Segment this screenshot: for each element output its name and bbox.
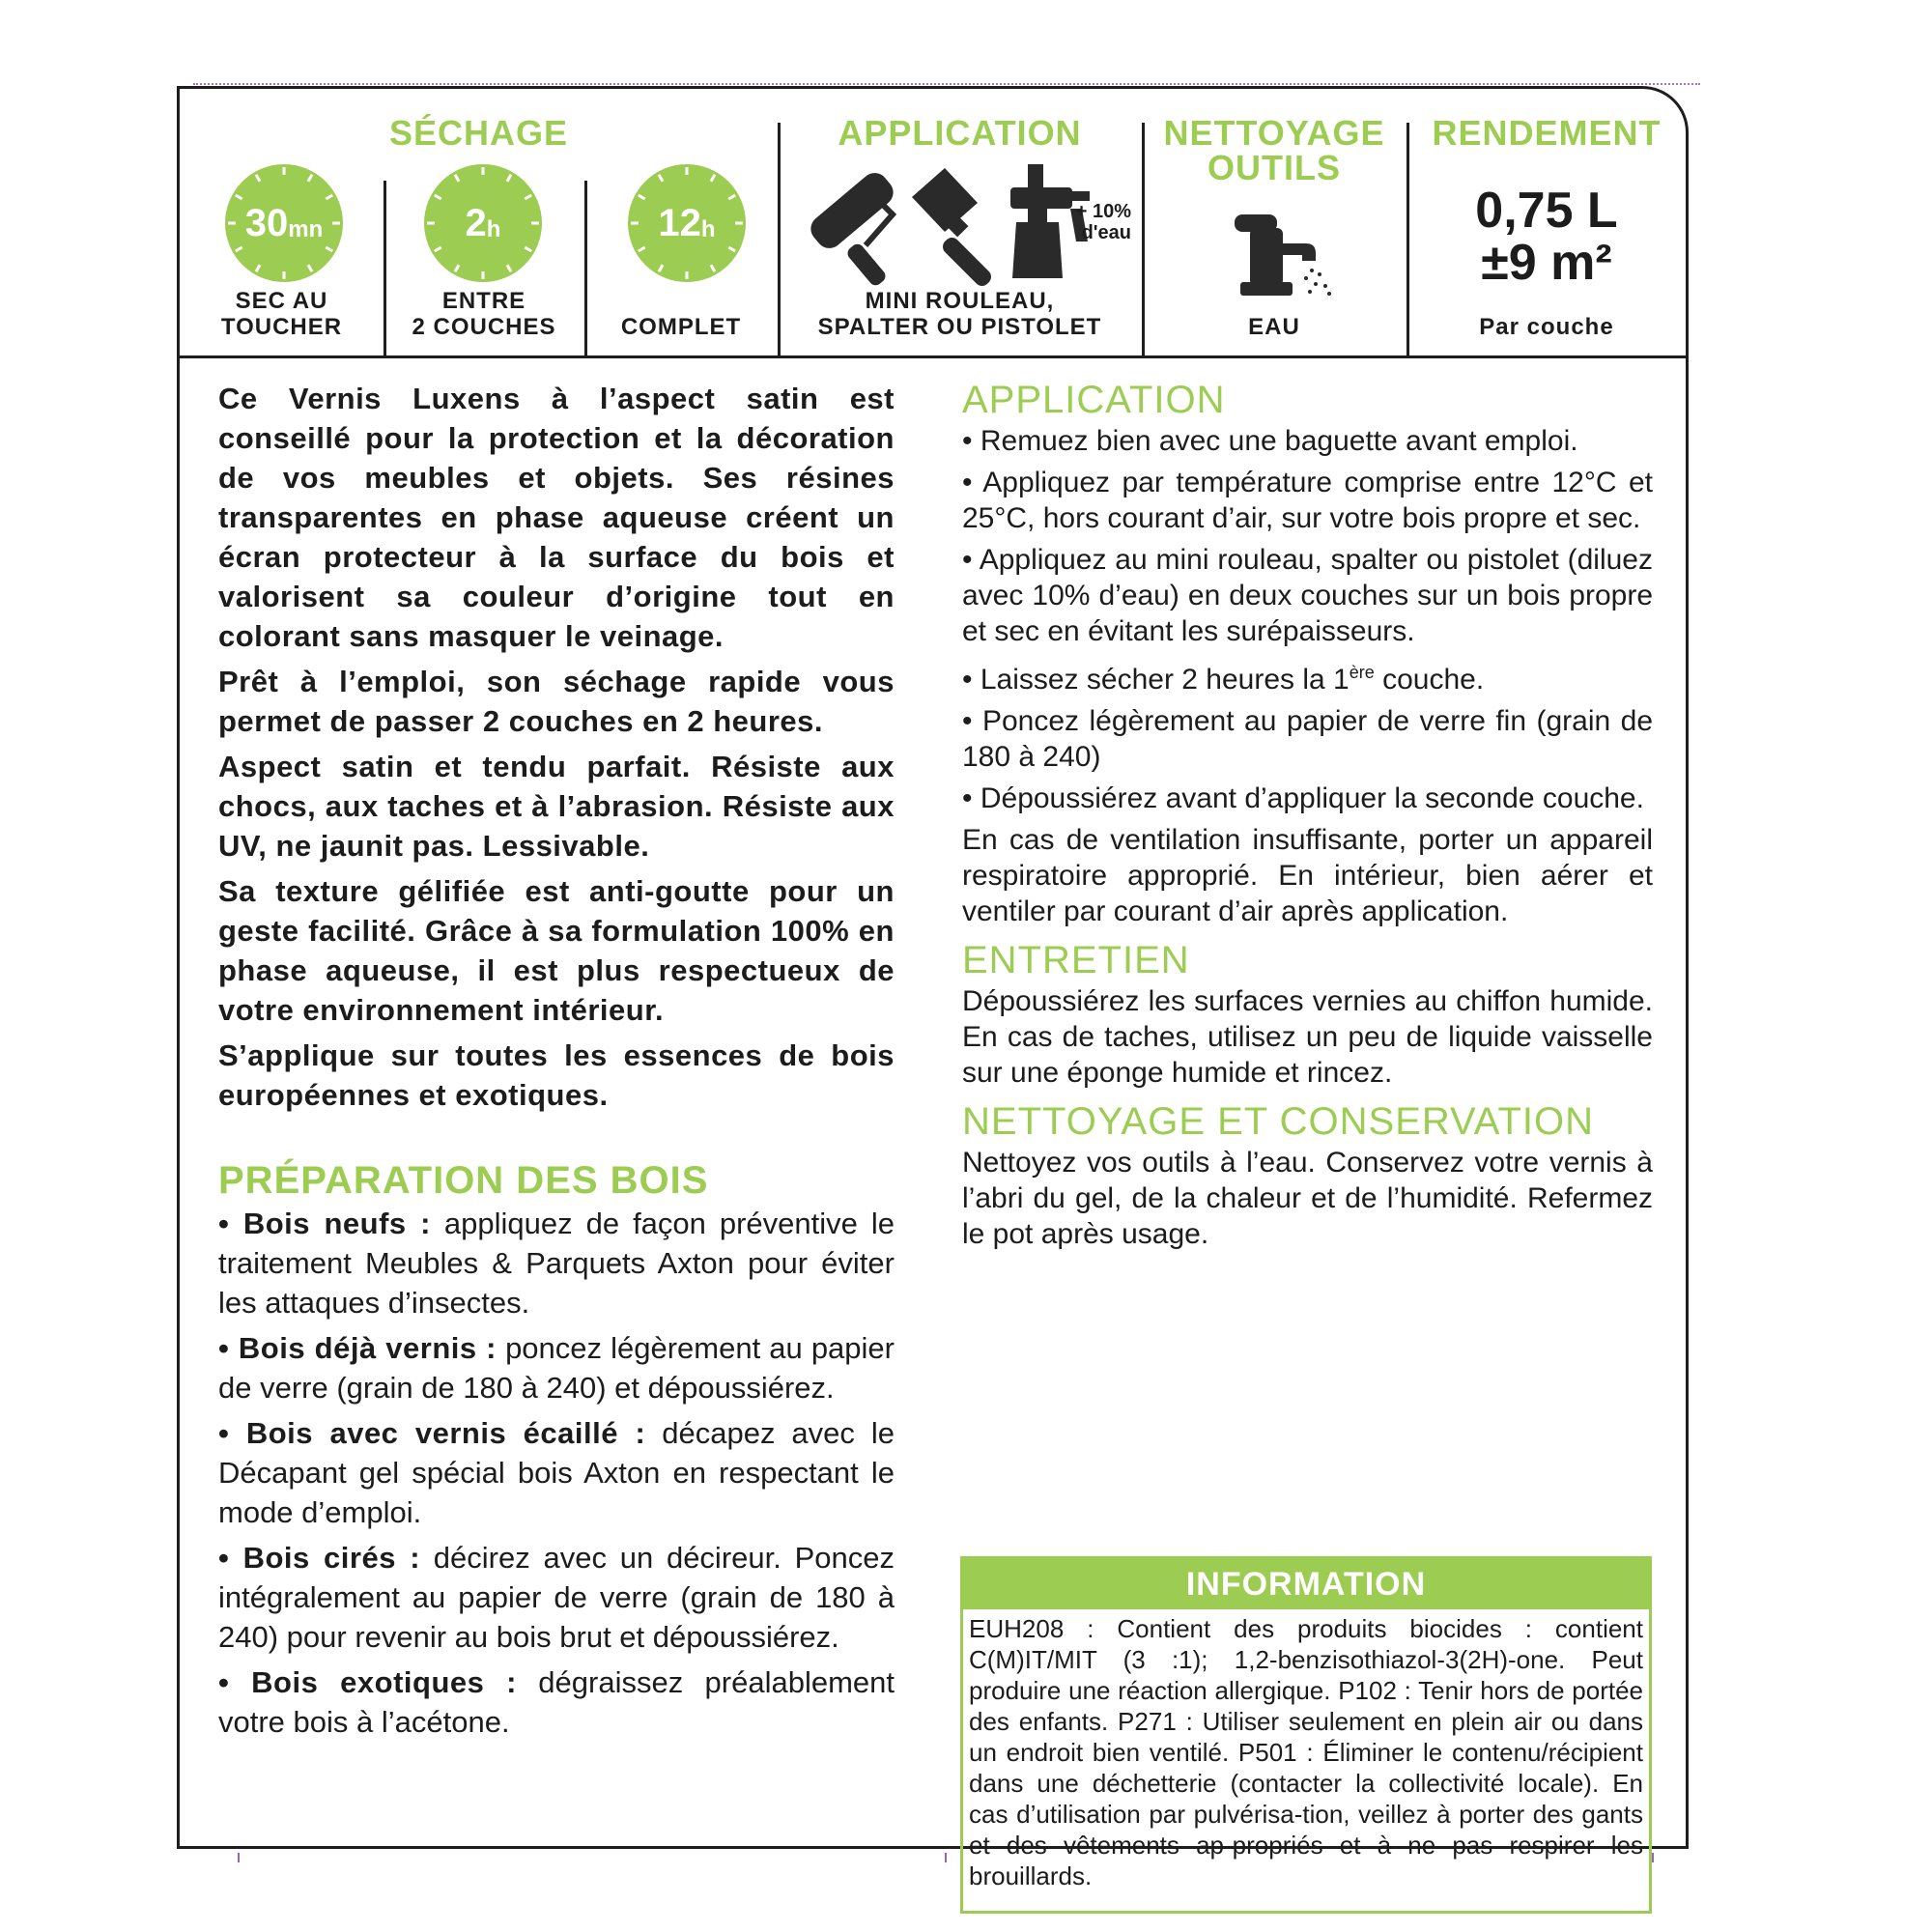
application-item: • Laissez sécher 2 heures la 1ère couche.: [962, 663, 1485, 696]
rendement-title: RENDEMENT: [1432, 113, 1662, 153]
roller-icon: [806, 167, 899, 288]
crop-mark: [238, 1853, 240, 1862]
clock-value: 2: [465, 201, 487, 244]
clock-unit: h: [700, 216, 716, 242]
drying-clock-icon: [628, 164, 746, 282]
ventilation-note: En cas de ventilation insuffisante, porter un appareil respiratoire approprié. En intérieur, bien aérer et ventiler par courant d’air après application.: [962, 824, 1653, 927]
water-tap-icon: [1221, 205, 1337, 298]
application-caption: MINI ROULEAU, SPALTER OU PISTOLET: [817, 288, 1102, 340]
drying-caption: ENTRE 2 COUCHES: [412, 288, 556, 340]
clock-unit: h: [486, 216, 501, 242]
rendement-caption: Par couche: [1479, 314, 1614, 340]
rendement-surface: ±9 m²: [1481, 235, 1612, 291]
prep-item: • Bois avec vernis écaillé : décapez avec le Décapant gel spécial bois Axton en respectant le mode d’emploi.: [218, 1416, 895, 1529]
application-title: APPLICATION: [838, 113, 1082, 153]
right-column: [962, 379, 1653, 1258]
application-item: • Appliquez au mini rouleau, spalter ou pistolet (diluez avec 10% d’eau) en deux couches sur un bois propre et sec en évitant les surépaisseurs.: [962, 544, 1653, 647]
application-item: • Poncez légèrement au papier de verre fin (grain de 180 à 240): [962, 705, 1653, 773]
entretien-text: Dépoussiérez les surfaces vernies au chiffon humide. En cas de taches, utilisez un peu de liquide vaisselle sur une éponge humide et rincez.: [962, 985, 1653, 1089]
prep-item: • Bois neufs : appliquez de façon préventive le traitement Meubles & Parquets Axton pour éviter les attaques d’insectes.: [218, 1207, 895, 1320]
rendement-volume: 0,75 L: [1475, 183, 1618, 239]
prep-item: • Bois déjà vernis : poncez légèrement au papier de verre (grain de 180 à 240) et dépoussiérez.: [218, 1331, 895, 1405]
application-item: • Appliquez par température comprise entre 12°C et 25°C, hors courant d’air, sur votre bois propre et sec.: [962, 467, 1653, 534]
application-item: • Dépoussiérez avant d’appliquer la seconde couche.: [962, 782, 1644, 814]
nettoyage-section-title: NETTOYAGE ET CONSERVATION: [962, 1100, 1595, 1143]
nettoyage-text: Nettoyez vos outils à l’eau. Conservez votre vernis à l’abri du gel, de la chaleur et de l’humidité. Refermez le pot après usage.: [962, 1147, 1653, 1250]
nettoyage-title: NETTOYAGE OUTILS: [1163, 113, 1385, 187]
intro-paragraph: Aspect satin et tendu parfait. Résiste aux chocs, aux taches et à l’abrasion. Résiste aux UV, ne jaunit pas. Lessivable.: [218, 750, 895, 863]
drying-caption: SEC AU TOUCHER: [220, 288, 343, 340]
information-box: [960, 1556, 1652, 1914]
prep-item: • Bois cirés : décirez avec un décireur. Poncez intégralement au papier de verre (grain de 180 à 240) pour revenir au bois brut et dépoussiérez.: [218, 1541, 895, 1654]
application-section-title: APPLICATION: [962, 379, 1226, 421]
crop-mark-dotted-line: [193, 83, 1700, 85]
intro-paragraph: Sa texture gélifiée est anti-goutte pour un geste facilité. Grâce à sa formulation 100% en phase aqueuse, il est plus respectueux de votre environnement intérieur.: [218, 874, 895, 1027]
clock-unit: mn: [288, 216, 324, 242]
nettoyage-caption: EAU: [1248, 314, 1300, 340]
sechage-title: SÉCHAGE: [388, 113, 569, 153]
application-item: • Remuez bien avec une baguette avant emploi.: [962, 425, 1578, 457]
clock-value: 30: [244, 201, 289, 244]
prep-item: • Bois exotiques : dégraissez préalablement votre bois à l’acétone.: [218, 1665, 895, 1739]
header-row: [180, 89, 1686, 358]
prep-section-title: PRÉPARATION DES BOIS: [218, 1159, 709, 1202]
drying-caption: COMPLET: [620, 314, 742, 340]
intro-paragraph: S’applique sur toutes les essences de bois européennes et exotiques.: [218, 1038, 895, 1112]
crop-mark: [945, 1853, 947, 1862]
clock-value: 12: [658, 201, 701, 244]
label-body: [180, 355, 1686, 1890]
drying-clock-icon: [424, 164, 542, 282]
intro-paragraph: Prêt à l’emploi, son séchage rapide vous permet de passer 2 couches en 2 heures.: [218, 665, 895, 738]
information-title: INFORMATION: [963, 1559, 1649, 1609]
crop-mark: [1652, 1853, 1654, 1862]
information-text: EUH208 : Contient des produits biocides : contient C(M)IT/MIT (3 :1); 1,2-benzisothiazol-3(2H)-one. Peut produire une réaction allergique. P102 : Tenir hors de portée des enfants. P271 : Utiliser seulement en plein air ou dans un endroit bien ventilé. P501 : Éliminer le contenu/récipient dans une déchetterie (contacter la collectivité locale). En cas d’utilisation par pulvérisa-tion, veillez à porter des gants et des vêtements ap-propriés et à ne pas respirer les brouillards.: [969, 1614, 1643, 1890]
brush-icon: [912, 168, 994, 289]
dilution-note: + 10% d'eau: [1075, 201, 1131, 243]
product-label: [177, 86, 1689, 1890]
drying-clock-icon: [225, 164, 343, 282]
left-column: [218, 379, 895, 1747]
intro-paragraph: Ce Vernis Luxens à l’aspect satin est conseillé pour la protection et la décoration de vos meubles et objets. Ses résines transparentes en phase aqueuse créent un écran protecteur à la surface du bois et valorisent sa couleur d’origine tout en colorant sans masquer le veinage.: [218, 382, 895, 653]
entretien-section-title: ENTRETIEN: [962, 939, 1190, 981]
